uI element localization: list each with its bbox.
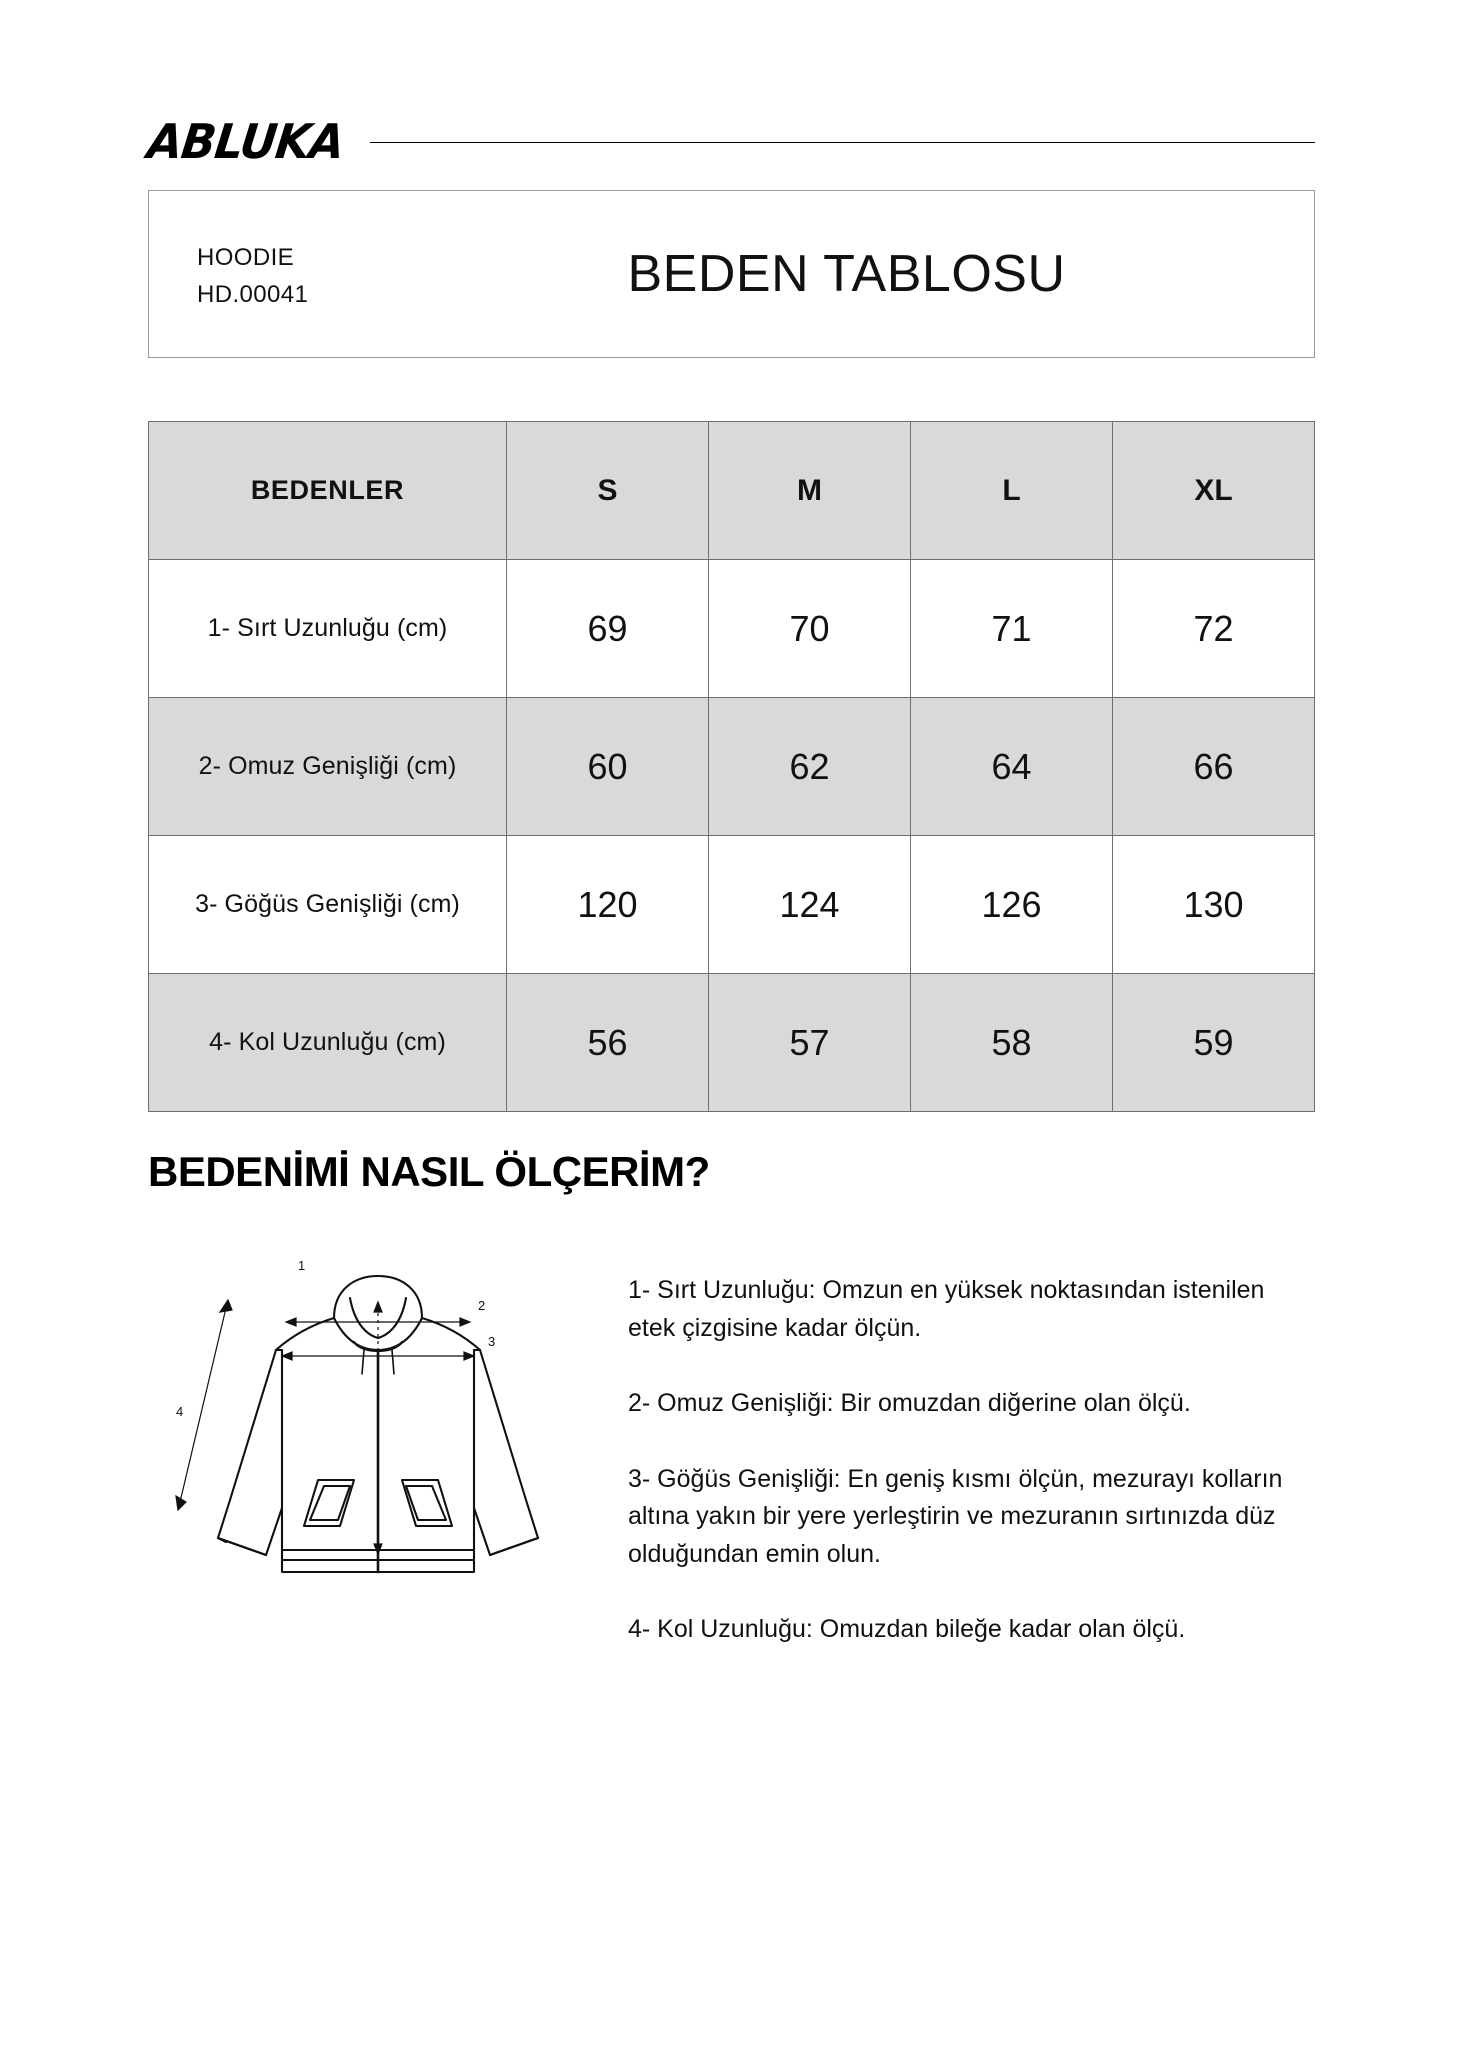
brand-bar <box>144 112 1315 170</box>
column-header-s: S <box>507 422 709 560</box>
cell-s: 69 <box>507 560 709 698</box>
product-code: HD.00041 <box>197 281 309 309</box>
row-label: 3- Göğüs Genişliği (cm) <box>149 836 507 974</box>
cell-s: 120 <box>507 836 709 974</box>
measurement-descriptions <box>598 1250 1315 1649</box>
column-header-m: M <box>709 422 911 560</box>
size-table <box>148 421 1315 1112</box>
cell-m: 70 <box>709 560 911 698</box>
description-3: 3- Göğüs Genişliği: En geniş kısmı ölçün, mezurayı kolların altına yakın bir yere yerleştirin ve mezuranın sırtınızda düz olduğundan emin olun. <box>628 1464 1283 1568</box>
hoodie-technical-drawing-svg <box>158 1250 598 1650</box>
table-row <box>149 836 1315 974</box>
page-title: BEDEN TABLOSU <box>627 245 1066 303</box>
cell-m: 124 <box>709 836 911 974</box>
cell-l: 71 <box>911 560 1113 698</box>
cell-m: 62 <box>709 698 911 836</box>
table-row <box>149 974 1315 1112</box>
how-to-measure-section <box>148 1250 1315 1650</box>
row-label: 2- Omuz Genişliği (cm) <box>149 698 507 836</box>
cell-xl: 72 <box>1113 560 1315 698</box>
cell-l: 58 <box>911 974 1113 1112</box>
column-header-xl: XL <box>1113 422 1315 560</box>
column-header-l: L <box>911 422 1113 560</box>
description-4: 4- Kol Uzunluğu: Omuzdan bileğe kadar olan ölçü. <box>628 1615 1186 1643</box>
description-1: 1- Sırt Uzunluğu: Omzun en yüksek noktasından istenilen etek çizgisine kadar ölçün. <box>628 1276 1265 1342</box>
brand-divider-line <box>370 142 1315 143</box>
cell-xl: 130 <box>1113 836 1315 974</box>
abluka-logo: ABLUKA <box>144 112 348 170</box>
column-header-bedenler: BEDENLER <box>149 422 507 560</box>
cell-s: 60 <box>507 698 709 836</box>
hoodie-diagram <box>148 1250 598 1650</box>
how-to-measure-heading: BEDENİMİ NASIL ÖLÇERİM? <box>148 1148 710 1195</box>
callout-4: 4 <box>176 1404 184 1419</box>
header-box <box>148 190 1315 358</box>
callout-3: 3 <box>488 1334 496 1349</box>
cell-xl: 66 <box>1113 698 1315 836</box>
cell-xl: 59 <box>1113 974 1315 1112</box>
row-label: 4- Kol Uzunluğu (cm) <box>149 974 507 1112</box>
cell-s: 56 <box>507 974 709 1112</box>
cell-l: 126 <box>911 836 1113 974</box>
table-row <box>149 560 1315 698</box>
table-row <box>149 698 1315 836</box>
table-header-row <box>149 422 1315 560</box>
cell-m: 57 <box>709 974 911 1112</box>
row-label: 1- Sırt Uzunluğu (cm) <box>149 560 507 698</box>
callout-1: 1 <box>298 1258 306 1273</box>
description-2: 2- Omuz Genişliği: Bir omuzdan diğerine olan ölçü. <box>628 1389 1191 1417</box>
callout-2: 2 <box>478 1298 486 1313</box>
cell-l: 64 <box>911 698 1113 836</box>
product-type: HOODIE <box>197 244 295 271</box>
